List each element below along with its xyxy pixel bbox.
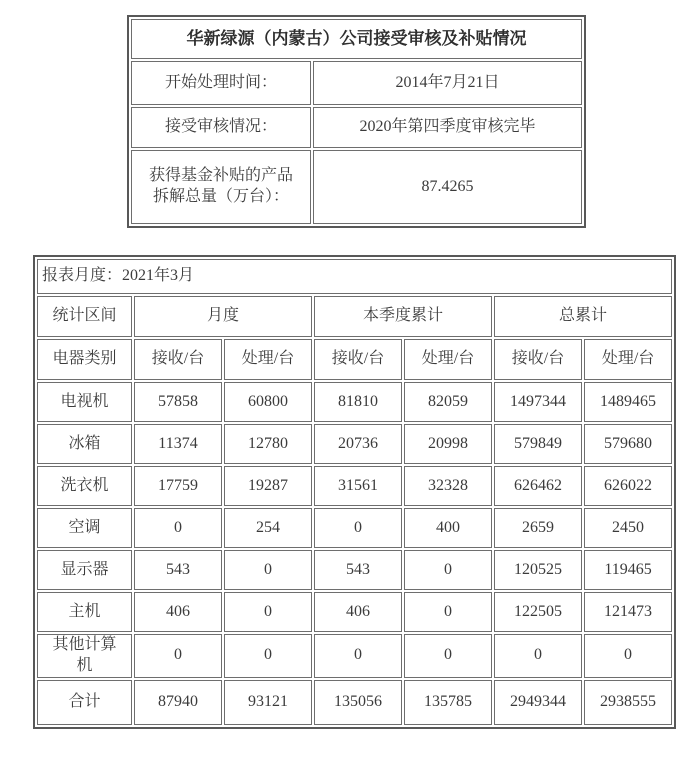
cell-value: 626462 <box>494 466 582 506</box>
row-category: 冰箱 <box>37 424 132 464</box>
table-row-fridge <box>37 424 672 464</box>
cell-value: 12780 <box>224 424 312 464</box>
cell-value: 122505 <box>494 592 582 632</box>
report-month-label: 报表月度： <box>42 267 123 285</box>
cell-value: 626022 <box>584 466 672 506</box>
cell-value: 31561 <box>314 466 402 506</box>
cell-value: 135785 <box>404 680 492 725</box>
cell-value: 17759 <box>134 466 222 506</box>
header-process-quarterly: 处理/台 <box>404 339 492 380</box>
cell-value: 20998 <box>404 424 492 464</box>
summary-label-start-time: 开始处理时间： <box>131 61 311 105</box>
cell-value: 543 <box>314 550 402 590</box>
row-category: 空调 <box>37 508 132 548</box>
cell-value: 406 <box>134 592 222 632</box>
cell-value: 1497344 <box>494 382 582 422</box>
report-table <box>33 255 676 729</box>
summary-label-subsidy-total: 获得基金补贴的产品拆解总量（万台）： <box>131 150 311 224</box>
header-category: 电器类别 <box>37 339 132 380</box>
row-category: 主机 <box>37 592 132 632</box>
header-receive-total: 接收/台 <box>494 339 582 380</box>
table-row-washer <box>37 466 672 506</box>
cell-value: 0 <box>134 634 222 678</box>
cell-value: 135056 <box>314 680 402 725</box>
summary-title-row <box>131 19 582 59</box>
cell-value: 121473 <box>584 592 672 632</box>
row-category: 显示器 <box>37 550 132 590</box>
header-receive-quarterly: 接收/台 <box>314 339 402 380</box>
cell-value: 87940 <box>134 680 222 725</box>
header-stat-interval: 统计区间 <box>37 296 132 337</box>
cell-value: 82059 <box>404 382 492 422</box>
row-category: 洗衣机 <box>37 466 132 506</box>
cell-value: 81810 <box>314 382 402 422</box>
cell-value: 0 <box>404 550 492 590</box>
cell-value: 0 <box>494 634 582 678</box>
header-monthly: 月度 <box>134 296 312 337</box>
cell-value: 579680 <box>584 424 672 464</box>
cell-value: 120525 <box>494 550 582 590</box>
cell-value: 543 <box>134 550 222 590</box>
header-process-total: 处理/台 <box>584 339 672 380</box>
table-row-monitor <box>37 550 672 590</box>
table-row-other-computer <box>37 634 672 678</box>
cell-value: 93121 <box>224 680 312 725</box>
cell-value: 1489465 <box>584 382 672 422</box>
table-row-host <box>37 592 672 632</box>
summary-table-title: 华新绿源（内蒙古）公司接受审核及补贴情况 <box>131 19 582 59</box>
cell-value: 2938555 <box>584 680 672 725</box>
report-month-cell <box>37 259 672 294</box>
cell-value: 32328 <box>404 466 492 506</box>
cell-value: 406 <box>314 592 402 632</box>
cell-value: 0 <box>224 634 312 678</box>
report-month-value: 2021年3月 <box>122 267 195 285</box>
header-process-monthly: 处理/台 <box>224 339 312 380</box>
cell-value: 0 <box>404 592 492 632</box>
cell-value: 0 <box>404 634 492 678</box>
header-quarterly: 本季度累计 <box>314 296 492 337</box>
cell-value: 2949344 <box>494 680 582 725</box>
cell-value: 254 <box>224 508 312 548</box>
cell-value: 0 <box>314 508 402 548</box>
cell-value: 0 <box>584 634 672 678</box>
cell-value: 57858 <box>134 382 222 422</box>
summary-table <box>127 15 586 228</box>
cell-value: 0 <box>134 508 222 548</box>
cell-value: 0 <box>224 550 312 590</box>
header-total: 总累计 <box>494 296 672 337</box>
table-row-total <box>37 680 672 725</box>
summary-value-start-time: 2014年7月21日 <box>313 61 582 105</box>
summary-value-subsidy-total: 87.4265 <box>313 150 582 224</box>
table-row-ac <box>37 508 672 548</box>
cell-value: 2659 <box>494 508 582 548</box>
summary-value-audit-status: 2020年第四季度审核完毕 <box>313 107 582 148</box>
cell-value: 0 <box>314 634 402 678</box>
cell-value: 579849 <box>494 424 582 464</box>
cell-value: 119465 <box>584 550 672 590</box>
row-category: 电视机 <box>37 382 132 422</box>
row-category: 合计 <box>37 680 132 725</box>
cell-value: 0 <box>224 592 312 632</box>
header-receive-monthly: 接收/台 <box>134 339 222 380</box>
cell-value: 2450 <box>584 508 672 548</box>
row-category: 其他计算机 <box>37 634 132 678</box>
cell-value: 11374 <box>134 424 222 464</box>
report-period-header-row <box>37 296 672 337</box>
cell-value: 60800 <box>224 382 312 422</box>
table-row-tv <box>37 382 672 422</box>
summary-label-audit-status: 接受审核情况： <box>131 107 311 148</box>
report-month-row <box>37 259 672 294</box>
summary-row-audit-status <box>131 107 582 148</box>
report-unit-header-row <box>37 339 672 380</box>
cell-value: 19287 <box>224 466 312 506</box>
summary-row-subsidy-total <box>131 150 582 224</box>
summary-row-start-time <box>131 61 582 105</box>
cell-value: 20736 <box>314 424 402 464</box>
cell-value: 400 <box>404 508 492 548</box>
